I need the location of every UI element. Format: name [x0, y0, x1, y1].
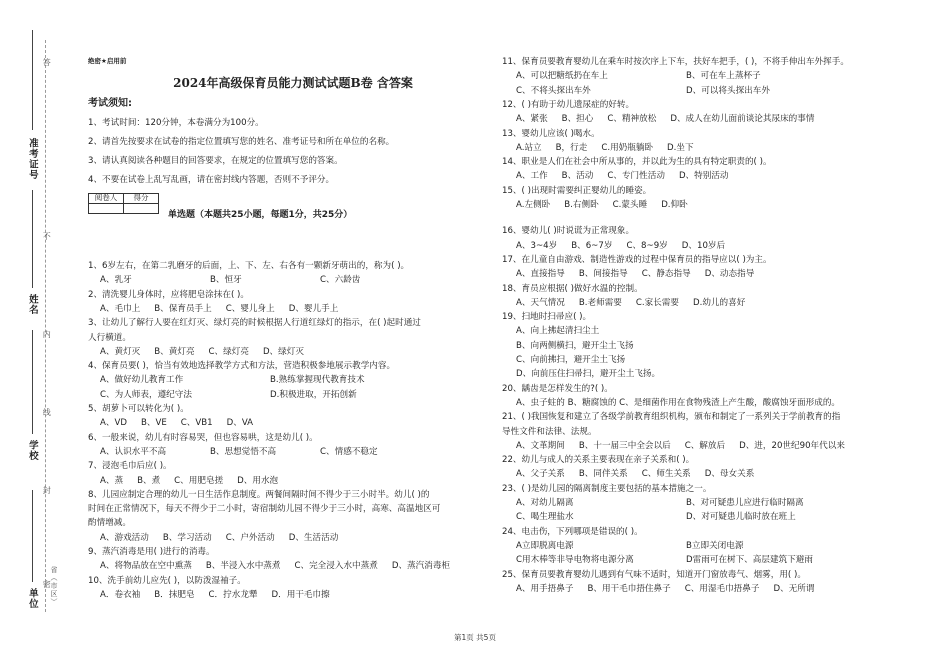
answer-option[interactable]: B、间接指导 [578, 269, 628, 280]
answer-option[interactable]: A.站立 [516, 142, 542, 153]
seal-dashed-line [45, 40, 46, 612]
answer-option[interactable]: B、保育员手上 [154, 303, 212, 314]
admission-number-label: 准考证号 [26, 138, 38, 180]
answer-option[interactable]: B、半浸入水中蒸煮 [205, 561, 281, 572]
question-stem: 4、保育员要( )，恰当有效地选择教学方式和方法，营造积极参地展示教学内容。 [88, 361, 396, 372]
answer-options [100, 534, 352, 544]
answer-options [100, 348, 318, 358]
answer-option[interactable]: D、婴儿手上 [288, 303, 339, 314]
unit-label: 单位 [26, 588, 38, 609]
answer-options [100, 305, 352, 315]
seal-char: 内 [42, 330, 52, 339]
answer-option[interactable]: A、工作 [516, 171, 548, 182]
score-table-grader: 阅卷人 [89, 194, 124, 204]
answer-option[interactable]: B、恒牙 [210, 275, 242, 286]
answer-option[interactable]: D、特别活动 [678, 171, 729, 182]
school-label: 学校 [26, 440, 38, 461]
answer-options [516, 270, 768, 280]
question-stem: 21、( )我国恢复和建立了各级学前教育组织机构，颁布和制定了一系列关于学前教育的指 [502, 412, 841, 423]
notice-item: 1、考试时间：120分钟，本卷满分为100分。 [88, 118, 264, 128]
question-stem: 8、儿园应制定合理的幼儿一日生活作息制度。两餐间隔时间不得少于三小时半。幼儿( )的 [88, 489, 430, 500]
name-label: 姓名 [26, 294, 38, 315]
answer-option[interactable]: C、六龄齿 [320, 275, 361, 286]
notice-heading: 考试须知: [88, 98, 132, 109]
answer-options [516, 470, 768, 480]
answer-option[interactable]: A.左侧卧 [516, 200, 551, 210]
question-stem: 导性文件和法律、法规。 [502, 426, 597, 437]
answer-option[interactable]: C、专门性活动 [607, 171, 665, 182]
score-table [88, 193, 159, 214]
answer-option[interactable]: D、成人在幼儿面前谈论其尿床的事情 [670, 114, 815, 125]
answer-option[interactable]: C、用肥皂搓 [174, 475, 224, 486]
answer-options [516, 87, 856, 97]
answer-option[interactable]: A、将物品放在空中熏蒸 [100, 561, 192, 572]
question-stem: 9、蒸汽消毒是用( )进行的消毒。 [88, 547, 215, 557]
question-stem: 酌情增减。 [88, 518, 131, 529]
answer-option[interactable]: A、可以把糖纸扔在车上 [516, 71, 608, 82]
question-stem: 20、龋齿是怎样发生的?( )。 [502, 383, 613, 394]
seal-char: 不 [42, 232, 52, 241]
question-stem: 时间在正常情况下，每天不得少于二小时，寄宿制幼儿园不得少于三小时，高寒、高温地区可 [88, 504, 441, 515]
answer-options [516, 242, 739, 252]
answer-options [516, 442, 859, 452]
answer-option[interactable]: C.蒙头睡 [612, 200, 648, 210]
answer-option[interactable]: A、3~4岁 [516, 240, 558, 251]
answer-option[interactable]: C、为人师表，遵纪守法 [100, 389, 192, 400]
question-stem: 24、电击伤，下列哪项是错误的( )。 [502, 526, 643, 537]
answer-option[interactable]: C、向前拂扫，避开尘土飞扬 [516, 355, 626, 365]
seal-char: 答 [42, 58, 52, 67]
question-stem: 3、让幼儿了解行人要在红灯灭、绿灯亮的时候根据人行道红绿灯的指示，在( )起时通过 [88, 318, 421, 329]
answer-option[interactable]: D.仰卧 [661, 200, 688, 210]
answer-options [516, 115, 828, 125]
answer-option[interactable]: D、动态指导 [704, 269, 755, 280]
answer-options [100, 591, 344, 601]
answer-options [516, 299, 759, 309]
question-stem: 5、胡萝卜可以转化为( )。 [88, 404, 189, 414]
answer-option[interactable]: B、6~7岁 [571, 240, 613, 251]
answer-option[interactable]: C、VB1 [180, 418, 213, 429]
answer-options [516, 556, 856, 566]
answer-option[interactable]: D、向前压住扫帚扫，避开尘土飞扬。 [516, 369, 661, 380]
question-stem: 10、洗手前幼儿应先( )，以防泼湿袖子。 [88, 575, 246, 586]
answer-option[interactable]: B.右侧卧 [564, 200, 599, 210]
answer-option[interactable]: A、毛巾上 [100, 303, 141, 314]
answer-option[interactable]: A、虫子蛀的 B、糖腐蚀的 C、是细菌作用在食物残渣上产生酸，酸腐蚀牙面形成的。 [516, 397, 841, 408]
answer-option[interactable]: A、紧张 [516, 114, 548, 125]
answer-option[interactable]: D、VA [226, 418, 254, 429]
question-stem: 11、保育员要教育婴幼儿在乘车时按次序上下车，扶好车把手，( )，不将手伸出车外挥手。 [502, 57, 849, 67]
question-stem: 7、浸泡毛巾后应( )。 [88, 461, 172, 472]
question-stem: 23、( )是幼儿园的隔离制度主要包括的基本措施之一。 [502, 483, 712, 494]
answer-option[interactable]: B，行走 [555, 142, 588, 153]
answer-option[interactable]: C.家长需要 [635, 297, 679, 308]
question-stem: 18、育员应根据( )做好水温的控制。 [502, 283, 643, 294]
answer-option[interactable]: A、游戏活动 [100, 532, 149, 543]
answer-option[interactable]: B、黄灯亮 [154, 346, 195, 357]
question-stem: 人行横道。 [88, 332, 131, 343]
score-table-score: 得分 [124, 194, 159, 204]
notice-item: 2、请首先按要求在试卷的指定位置填写您的姓名、准考证号和所在单位的名称。 [88, 137, 395, 147]
answer-options [516, 513, 856, 523]
answer-option[interactable]: D、生活活动 [288, 532, 339, 543]
answer-option[interactable]: A立即脱离电源 [516, 540, 574, 551]
answer-option[interactable]: D.幼儿的喜好 [692, 297, 746, 308]
question-stem: 12、( )有助于幼儿遗尿症的好转。 [502, 99, 635, 110]
answer-option[interactable]: D、无所谓 [773, 583, 815, 594]
answer-option[interactable]: C、户外活动 [225, 532, 275, 543]
answer-option[interactable]: A、黄灯灭 [100, 346, 141, 357]
answer-option[interactable]: C、不将头探出车外 [516, 85, 591, 96]
answer-option[interactable]: B、担心 [561, 114, 594, 125]
seal-char: 线 [42, 408, 52, 417]
answer-option[interactable]: C、师生关系 [641, 469, 691, 480]
answer-option[interactable]: A、文革期间 [516, 440, 565, 451]
answer-option[interactable]: A、乳牙 [100, 275, 132, 286]
answer-option[interactable]: B．抹肥皂 [154, 589, 195, 600]
score-table-cell[interactable] [89, 204, 124, 214]
answer-options [100, 419, 267, 429]
answer-option[interactable]: B立即关闭电源 [686, 540, 744, 551]
question-stem: 1、6岁左右，在第二乳磨牙的后面，上、下、左、右各有一颗新牙萌出的，称为( )。 [88, 261, 410, 271]
answer-option[interactable]: A、向上拂起清扫尘土 [516, 326, 600, 337]
answer-option[interactable]: B、可在车上蒸杯子 [686, 71, 761, 82]
answer-options [100, 376, 440, 386]
answer-option[interactable]: C．拧水龙犟 [208, 589, 258, 600]
answer-option[interactable]: D.坐下 [667, 142, 694, 153]
answer-options [100, 391, 440, 401]
binding-margin [0, 0, 62, 671]
answer-option[interactable]: B、VE [140, 418, 167, 429]
answer-options [516, 542, 856, 552]
answer-option[interactable]: A、用手捂鼻子 [516, 583, 574, 594]
answer-option[interactable]: B.熟练掌握现代教育技术 [270, 375, 365, 386]
seal-char: 密 [42, 580, 52, 589]
secret-label: 绝密★启用前 [88, 57, 127, 65]
answer-option[interactable]: A、父子关系 [516, 469, 565, 480]
exam-title: 2024年高级保育员能力测试试题B卷 含答案 [173, 76, 413, 90]
answer-option[interactable]: A、VD [100, 418, 127, 429]
answer-options [516, 201, 702, 211]
answer-option[interactable]: C、婴儿身上 [225, 303, 275, 314]
unit-line [32, 490, 33, 582]
school-line [32, 330, 33, 434]
question-stem: 14、职业是人们在社会中所从事的，并以此为生的具有特定职责的( )。 [502, 157, 772, 168]
admission-number-line [32, 30, 33, 130]
answer-options [516, 72, 856, 82]
answer-option[interactable]: C、绿灯亮 [208, 346, 249, 357]
answer-option[interactable]: A、对幼儿隔离 [516, 498, 574, 508]
answer-option[interactable]: A．卷衣袖 [100, 589, 141, 600]
answer-options [100, 448, 430, 458]
answer-option[interactable]: B、同伴关系 [578, 469, 628, 480]
answer-option[interactable]: D、母女关系 [704, 469, 755, 480]
answer-option[interactable]: C、解放后 [684, 440, 726, 451]
answer-option[interactable]: D．用干毛巾擦 [271, 589, 330, 600]
answer-option[interactable]: D、可以将头探出车外 [686, 85, 770, 96]
answer-options [100, 477, 292, 487]
answer-options [516, 172, 743, 182]
answer-option[interactable]: B、对可疑患儿应进行临时隔离 [686, 498, 804, 508]
question-stem: 13、婴幼儿应该( )喝水。 [502, 128, 600, 139]
answer-option[interactable]: B.老师需要 [578, 297, 622, 308]
answer-option[interactable]: C、完全浸入水中蒸煮 [294, 561, 378, 572]
answer-option[interactable]: D、蒸汽消毒柜 [391, 561, 451, 572]
answer-option[interactable]: C.用奶瓶躺卧 [601, 142, 654, 153]
answer-option[interactable]: B、思想觉悟不高 [210, 446, 277, 457]
score-table-cell[interactable] [124, 204, 159, 214]
name-line [32, 190, 33, 288]
answer-option[interactable]: D、10岁后 [681, 240, 726, 251]
question-stem: 16、婴幼儿( )时说谎为正常现象。 [502, 226, 635, 237]
answer-option[interactable]: B、向两侧横扫，避开尘土飞扬 [516, 340, 634, 351]
answer-option[interactable]: D、用水泡 [237, 475, 279, 486]
answer-option[interactable]: A、天气情况 [516, 297, 565, 308]
seal-char: 省（市区） [50, 566, 59, 606]
answer-option[interactable]: B、用干毛巾捂住鼻子 [587, 583, 671, 594]
answer-option[interactable]: A、做好幼儿教育工作 [100, 375, 184, 386]
question-stem: 25、保育员要教育婴幼儿遇到有气味不适时，知道开门窗放毒气、烟雾，用( )。 [502, 569, 806, 580]
question-stem: 6、一般来说，幼儿有时容易哭，但也容易哄，这是幼儿( )。 [88, 432, 318, 443]
page-footer: 第1页 共5页 [454, 633, 496, 642]
answer-option[interactable]: A、蒸 [100, 475, 124, 486]
answer-option[interactable]: C、精神放松 [607, 114, 657, 125]
answer-option[interactable]: B、活动 [561, 171, 594, 182]
answer-option[interactable]: A、直接指导 [516, 269, 565, 280]
answer-options [100, 562, 464, 572]
answer-option[interactable]: C、静态指导 [641, 269, 691, 280]
seal-char: 封 [42, 486, 52, 495]
answer-option[interactable]: D、进，20世纪90年代以来 [739, 440, 845, 451]
question-stem: 17、在儿童自由游戏、制造性游戏的过程中保育员的指导应以( )为主。 [502, 254, 772, 265]
answer-option[interactable]: D、对可疑患儿临时放在班上 [686, 512, 796, 523]
answer-options [516, 144, 708, 154]
question-stem: 15、( )出现时需要纠正婴幼儿的睡姿。 [502, 185, 652, 196]
notice-item: 4、不要在试卷上乱写乱画，请在密封线内答题，否则不予评分。 [88, 175, 335, 185]
answer-option[interactable]: C、用湿毛巾捂鼻子 [684, 583, 760, 594]
question-stem: 19、扫地时扫帚应( )。 [502, 312, 592, 323]
answer-option[interactable]: A、认识水平不高 [100, 446, 167, 457]
section-heading: 单选题（本题共25小题，每题1分，共25分） [168, 210, 353, 220]
answer-option[interactable]: D雷雨可在树下、高层建筑下避雨 [686, 555, 813, 566]
answer-options [100, 276, 430, 286]
answer-option[interactable]: C用木棒等非导电物将电源分离 [516, 555, 634, 566]
question-stem: 22、幼儿与成人的关系主要表现在亲子关系和( )。 [502, 455, 695, 466]
answer-option[interactable]: C、8~9岁 [626, 240, 668, 251]
answer-option[interactable]: B、学习活动 [162, 532, 212, 543]
answer-option[interactable]: D、绿灯灭 [262, 346, 304, 357]
answer-option[interactable]: C、喝生理盐水 [516, 512, 574, 523]
answer-option[interactable]: B、煮 [137, 475, 161, 486]
answer-options [516, 499, 856, 509]
answer-option[interactable]: D.积极进取，开拓创新 [270, 389, 357, 400]
answer-options [516, 585, 828, 595]
answer-option[interactable]: C、情感不稳定 [320, 446, 378, 457]
notice-item: 3、请认真阅读各种题目的回答要求，在规定的位置填写您的答案。 [88, 156, 343, 166]
question-stem: 2、清洗婴儿身体时，应将肥皂涂抹在( )。 [88, 289, 249, 300]
answer-option[interactable]: B、十一届三中全会以后 [578, 440, 671, 451]
